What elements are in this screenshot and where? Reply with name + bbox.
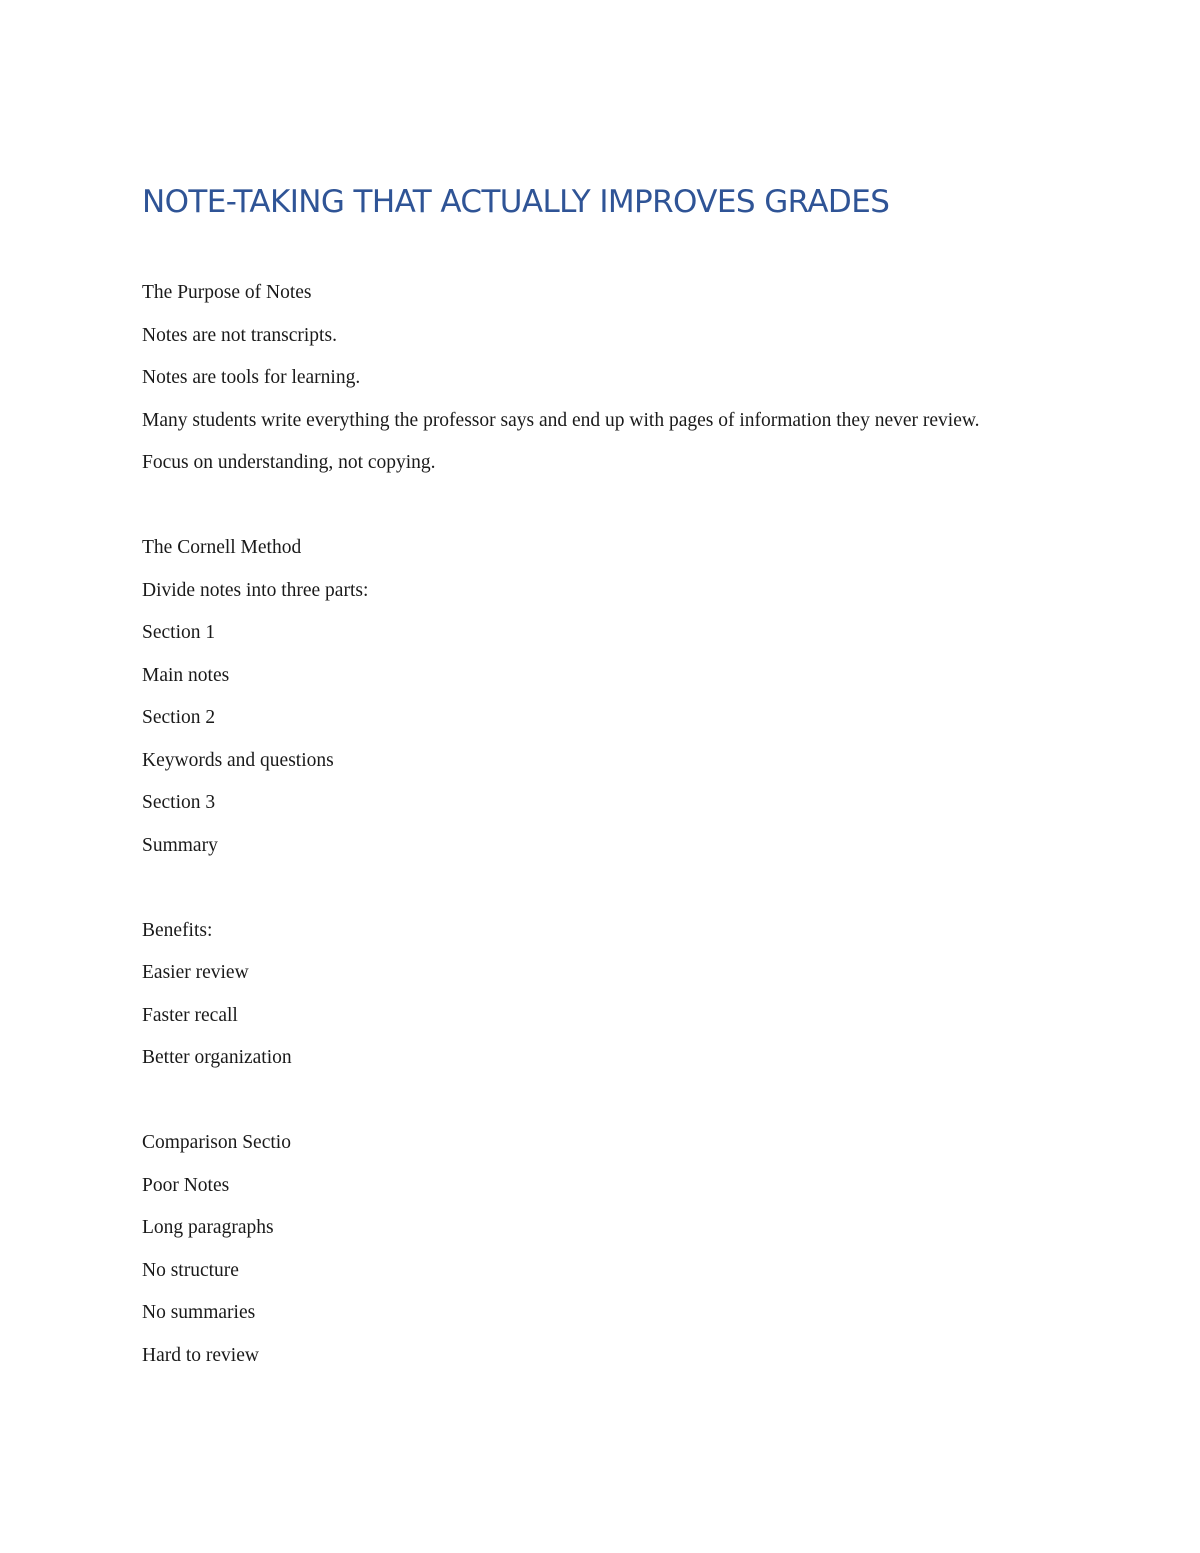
document-paragraph: Poor Notes — [142, 1174, 230, 1196]
document-paragraph: Hard to review — [142, 1344, 259, 1366]
document-paragraph: The Purpose of Notes — [142, 282, 312, 303]
document-paragraph: Section 1 — [142, 622, 216, 643]
document-paragraph: Keywords and questions — [142, 749, 334, 771]
blank-line — [142, 875, 1042, 901]
document-paragraph: Summary — [142, 834, 218, 856]
document-paragraph: Focus on understanding, not copying. — [142, 452, 436, 473]
document-paragraph: Section 2 — [142, 707, 216, 728]
document-paragraph: Benefits: — [142, 919, 213, 941]
document-paragraph: Divide notes into three parts: — [142, 579, 369, 601]
document-body — [142, 280, 1042, 1385]
document-paragraph: Faster recall — [142, 1004, 238, 1026]
document-paragraph: No summaries — [142, 1302, 256, 1323]
document-paragraph: Many students write everything the professor says and end up with pages of information they never review. — [142, 409, 980, 431]
blank-line — [142, 493, 1042, 519]
document-paragraph: The Cornell Method — [142, 537, 302, 558]
document-paragraph: Easier review — [142, 962, 249, 983]
document-paragraph: No structure — [142, 1259, 239, 1281]
document-paragraph: Section 3 — [142, 792, 216, 813]
document-paragraph: Better organization — [142, 1047, 292, 1068]
document-paragraph: Notes are tools for learning. — [142, 367, 361, 388]
blank-line — [142, 1088, 1042, 1114]
document-title: NOTE-TAKING THAT ACTUALLY IMPROVES GRADES — [142, 184, 890, 220]
document-paragraph: Main notes — [142, 664, 230, 686]
document-paragraph: Comparison Sectio — [142, 1132, 291, 1153]
document-paragraph: Long paragraphs — [142, 1217, 274, 1238]
document-paragraph: Notes are not transcripts. — [142, 324, 337, 346]
